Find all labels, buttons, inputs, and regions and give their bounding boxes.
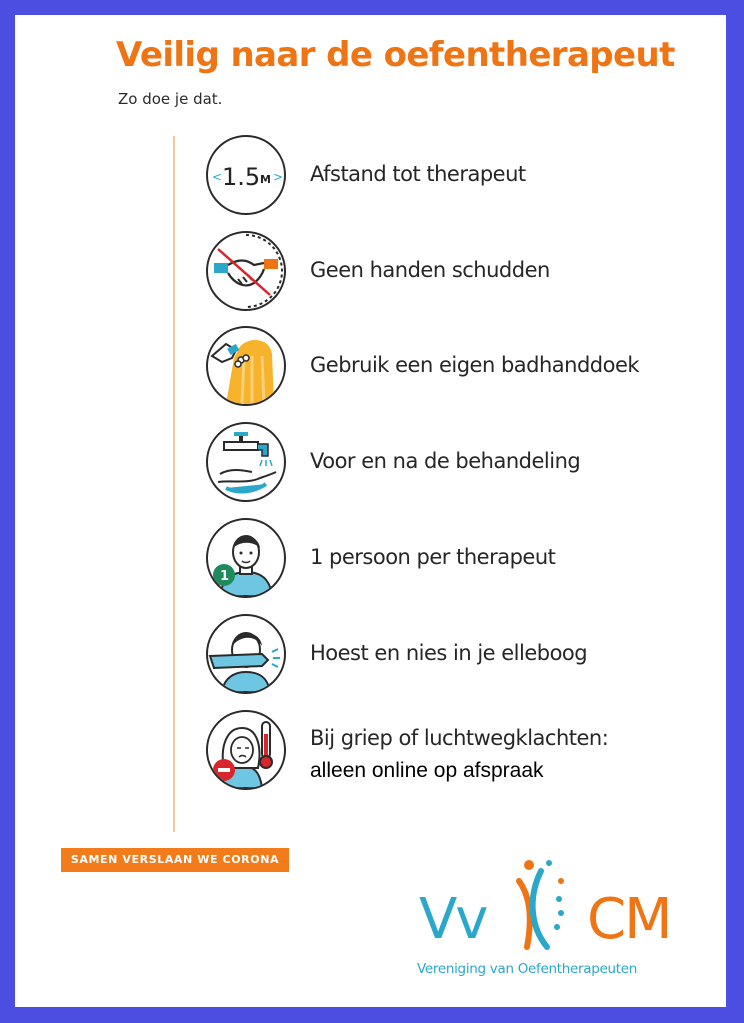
item-sublabel: alleen online op afspraak xyxy=(310,759,544,782)
distance-1-5m-icon xyxy=(206,135,286,215)
logo-left-letters: Vv xyxy=(419,887,487,952)
svg-text:>: > xyxy=(273,170,284,184)
sick-thermometer-icon xyxy=(206,710,286,790)
item-label: Hoest en nies in je elleboog xyxy=(310,641,588,665)
item-label: Geen handen schudden xyxy=(310,258,550,282)
item-label: Voor en na de behandeling xyxy=(310,449,581,473)
towel-icon xyxy=(206,326,286,406)
vvocm-logo xyxy=(417,849,697,989)
no-handshake-icon xyxy=(206,231,286,311)
page-title: Veilig naar de oefentherapeut xyxy=(116,35,675,75)
list-item-handshake xyxy=(206,231,706,315)
list-item-one-person xyxy=(206,518,706,602)
list-item-distance xyxy=(206,135,706,219)
list-item-towel xyxy=(206,326,706,410)
list-item-hand-washing xyxy=(206,422,706,506)
svg-text:<: < xyxy=(212,170,223,184)
one-person-icon xyxy=(206,518,286,598)
cough-elbow-icon xyxy=(206,614,286,694)
item-label: Bij griep of luchtwegklachten: xyxy=(310,726,609,750)
logo-right-letters: CM xyxy=(587,887,671,952)
distance-unit-label: M xyxy=(260,173,271,186)
list-item-sick xyxy=(206,710,706,794)
person-count-badge: 1 xyxy=(220,569,230,584)
poster xyxy=(15,15,726,1007)
hand-washing-icon xyxy=(206,422,286,502)
distance-value-label: 1.5 xyxy=(222,163,261,191)
item-label: Gebruik een eigen badhanddoek xyxy=(310,353,640,377)
page-subtitle: Zo doe je dat. xyxy=(118,90,223,108)
slogan-banner: SAMEN VERSLAAN WE CORONA xyxy=(61,848,289,872)
timeline-divider xyxy=(173,136,175,832)
item-label: 1 persoon per therapeut xyxy=(310,545,556,569)
logo-figure-icon xyxy=(499,855,589,955)
item-label: Afstand tot therapeut xyxy=(310,162,526,186)
logo-tagline: Vereniging van Oefentherapeuten xyxy=(417,961,638,977)
list-item-cough xyxy=(206,614,706,698)
